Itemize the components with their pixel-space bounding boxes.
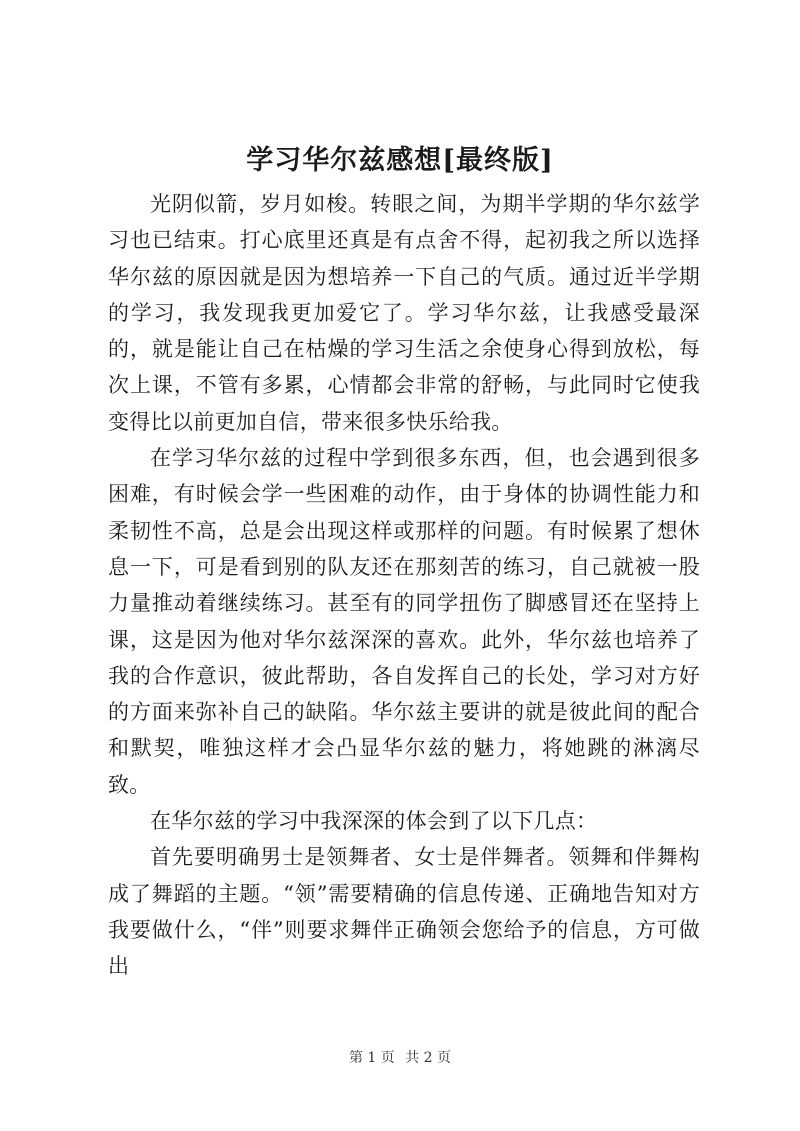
page-footer: [0, 1047, 800, 1067]
paragraph: 在学习华尔兹的过程中学到很多东西，但，也会遇到很多困难，有时候会学一些困难的动作，由于身体的协调性能力和柔韧性不高，总是会出现这样或那样的问题。有时候累了想休息一下，可是看到别的队友还在那刻苦的练习，自己就被一股力量推动着继续练习。甚至有的同学扭伤了脚感冒还在坚持上课，这是因为他对华尔兹深深的喜欢。此外，华尔兹也培养了我的合作意识，彼此帮助，各自发挥自己的长处，学习对方好的方面来弥补自己的缺陷。华尔兹主要讲的就是彼此间的配合和默契，唯独这样才会凸显华尔兹的魅力，将她跳的淋漓尽致。: [108, 446, 700, 797]
page-total: 共 2 页: [405, 1050, 452, 1066]
paragraph: 光阴似箭，岁月如梭。转眼之间，为期半学期的华尔兹学习也已结束。打心底里还真是有点舍不得，起初我之所以选择华尔兹的原因就是因为想培养一下自己的气质。通过近半学期的学习，我发现我更加爱它了。学习华尔兹，让我感受最深的，就是能让自己在枯燥的学习生活之余使身心得到放松，每次上课，不管有多累，心情都会非常的舒畅，与此同时它使我变得比以前更加自信，带来很多快乐给我。: [108, 192, 700, 434]
page-number: 第 1 页: [348, 1050, 395, 1066]
document-title: 学习华尔兹感想[最终版]: [246, 145, 554, 176]
paragraph: 在华尔兹的学习中我深深的体会到了以下几点：: [150, 809, 598, 834]
paragraph: 首先要明确男士是领舞者、女士是伴舞者。领舞和伴舞构成了舞蹈的主题。“领”需要精确的信息传递、正确地告知对方我要做什么，“伴”则要求舞伴正确领会您给予的信息，方可做出: [108, 845, 700, 979]
document-body: [108, 186, 700, 985]
